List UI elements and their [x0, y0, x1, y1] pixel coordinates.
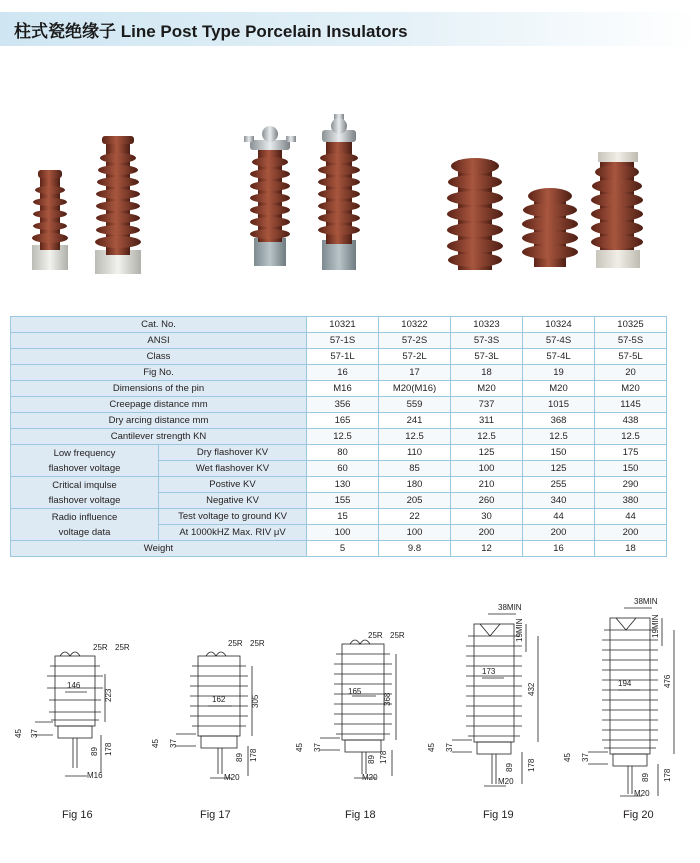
figure-caption: Fig 16: [62, 809, 93, 821]
cell: 165: [307, 413, 379, 429]
technical-drawings: [0, 596, 700, 836]
table-row: [11, 349, 667, 365]
dim-label: 37: [313, 743, 322, 752]
drawing-fig-16: [5, 596, 135, 781]
dim-label: 146: [67, 681, 81, 690]
group-label: [11, 445, 159, 477]
cell: 110: [379, 445, 451, 461]
dim-label: 194: [618, 679, 632, 688]
group-label: [11, 509, 159, 541]
dim-label: M20: [498, 777, 514, 786]
figure-caption: Fig 20: [623, 809, 654, 821]
cell: 100: [379, 525, 451, 541]
cell: 1145: [595, 397, 667, 413]
cell: 290: [595, 477, 667, 493]
cell: M20: [523, 381, 595, 397]
cell: 12.5: [307, 429, 379, 445]
dim-label: 178: [379, 750, 388, 764]
table-row: [11, 477, 667, 493]
cell: 16: [307, 365, 379, 381]
insulator-photo-pair-2: [232, 100, 382, 275]
dim-label: 178: [104, 742, 113, 756]
cell: 44: [595, 509, 667, 525]
cell: 85: [379, 461, 451, 477]
dim-label: 89: [367, 755, 376, 764]
cell: M20: [451, 381, 523, 397]
row-label: Class: [11, 349, 307, 365]
dim-label: 178: [249, 748, 258, 762]
table-row: [11, 509, 667, 525]
row-label: Cantilever strength KN: [11, 429, 307, 445]
dim-label: 37: [445, 743, 454, 752]
row-label: Negative KV: [159, 493, 307, 509]
dim-label: 45: [151, 739, 160, 748]
cell: 20: [595, 365, 667, 381]
cell: 19: [523, 365, 595, 381]
specification-table: [10, 316, 667, 557]
dim-label: 476: [663, 674, 672, 688]
row-label: ANSI: [11, 333, 307, 349]
cell: 100: [451, 461, 523, 477]
dim-label: 178: [663, 768, 672, 782]
row-label: Test voltage to ground KV: [159, 509, 307, 525]
cell: 18: [451, 365, 523, 381]
dim-label: 165: [348, 687, 362, 696]
cell: 57-2S: [379, 333, 451, 349]
table-row: [11, 317, 667, 333]
row-label: Weight: [11, 541, 307, 557]
dim-label: M20: [224, 773, 240, 781]
cell: 180: [379, 477, 451, 493]
cell: 17: [379, 365, 451, 381]
header-band: [0, 12, 700, 46]
group-label-line: flashover voltage: [48, 462, 121, 474]
cell: 340: [523, 493, 595, 509]
cell: 125: [523, 461, 595, 477]
dim-label: 223: [104, 688, 113, 702]
dim-label: 89: [505, 763, 514, 772]
row-label: Dry flashover KV: [159, 445, 307, 461]
table-row: [11, 365, 667, 381]
cell: 12: [451, 541, 523, 557]
dim-label: 25R: [115, 643, 130, 652]
group-label-line: Low frequency: [53, 447, 116, 459]
cell: 368: [523, 413, 595, 429]
cell: 356: [307, 397, 379, 413]
cell: 260: [451, 493, 523, 509]
cell: 1015: [523, 397, 595, 413]
insulator-photo-pair-1: [20, 100, 150, 275]
cell: 9.8: [379, 541, 451, 557]
cell: 380: [595, 493, 667, 509]
cell: 155: [307, 493, 379, 509]
dim-label: 25R: [228, 639, 243, 648]
dim-label: 38MIN: [634, 597, 658, 606]
cell: 12.5: [523, 429, 595, 445]
cell: 5: [307, 541, 379, 557]
dim-label: 45: [563, 753, 572, 762]
group-label: [11, 477, 159, 509]
cell: 241: [379, 413, 451, 429]
cell: 100: [307, 525, 379, 541]
cell: 22: [379, 509, 451, 525]
product-photos: [0, 100, 700, 290]
dim-label: 45: [14, 729, 23, 738]
dim-label: 89: [235, 753, 244, 762]
dim-label: 45: [427, 743, 436, 752]
table-row: [11, 445, 667, 461]
cell: 57-1S: [307, 333, 379, 349]
cell: 200: [451, 525, 523, 541]
cell: 57-5S: [595, 333, 667, 349]
group-label-line: flashover voltage: [48, 494, 121, 506]
table-row: [11, 381, 667, 397]
row-label: Fig No.: [11, 365, 307, 381]
cell: 80: [307, 445, 379, 461]
cell: 130: [307, 477, 379, 493]
dim-label: 25R: [250, 639, 265, 648]
dim-label: 25R: [368, 631, 383, 640]
dim-label: 432: [527, 682, 536, 696]
cell: 10321: [307, 317, 379, 333]
dim-label: 19MIN: [651, 614, 660, 638]
table-row: [11, 413, 667, 429]
dim-label: M20: [362, 773, 378, 781]
table-row: [11, 541, 667, 557]
row-label: At 1000kHZ Max. RIV μV: [159, 525, 307, 541]
group-label-line: Radio influence: [51, 511, 118, 523]
row-label: Postive KV: [159, 477, 307, 493]
row-label: Cat. No.: [11, 317, 307, 333]
group-label-line: voltage data: [58, 526, 111, 538]
row-label: Dimensions of the pin: [11, 381, 307, 397]
cell: 311: [451, 413, 523, 429]
dim-label: 178: [527, 758, 536, 772]
cell: 57-4S: [523, 333, 595, 349]
cell: 57-1L: [307, 349, 379, 365]
dim-label: 37: [30, 729, 39, 738]
insulator-photo-group-3: [440, 100, 650, 275]
cell: 12.5: [451, 429, 523, 445]
cell: 57-5L: [595, 349, 667, 365]
cell: 15: [307, 509, 379, 525]
cell: 255: [523, 477, 595, 493]
table-row: [11, 429, 667, 445]
cell: 57-4L: [523, 349, 595, 365]
cell: 10322: [379, 317, 451, 333]
row-label: Creepage distance mm: [11, 397, 307, 413]
dim-label: 45: [295, 743, 304, 752]
row-label: Wet flashover KV: [159, 461, 307, 477]
drawing-fig-20: [560, 596, 695, 801]
cell: 12.5: [595, 429, 667, 445]
cell: 10323: [451, 317, 523, 333]
group-label-line: Critical imqulse: [52, 479, 117, 491]
drawing-fig-17: [148, 596, 283, 781]
dim-label: M16: [87, 771, 103, 780]
cell: M20: [595, 381, 667, 397]
dim-label: 173: [482, 667, 496, 676]
cell: M16: [307, 381, 379, 397]
drawing-fig-18: [292, 596, 427, 781]
dim-label: 89: [641, 773, 650, 782]
cell: 125: [451, 445, 523, 461]
cell: 200: [595, 525, 667, 541]
table-row: [11, 333, 667, 349]
dim-label: 305: [251, 694, 260, 708]
cell: 44: [523, 509, 595, 525]
figure-caption: Fig 17: [200, 809, 231, 821]
cell: 737: [451, 397, 523, 413]
dim-label: 37: [169, 739, 178, 748]
dim-label: 19MIN: [515, 618, 524, 642]
cell: 210: [451, 477, 523, 493]
cell: 200: [523, 525, 595, 541]
cell: 57-3S: [451, 333, 523, 349]
cell: 18: [595, 541, 667, 557]
drawing-fig-19: [424, 596, 559, 791]
cell: 150: [595, 461, 667, 477]
figure-caption: Fig 19: [483, 809, 514, 821]
cell: M20(M16): [379, 381, 451, 397]
cell: 438: [595, 413, 667, 429]
cell: 12.5: [379, 429, 451, 445]
dim-label: 89: [90, 747, 99, 756]
table-row: [11, 397, 667, 413]
dim-label: 368: [383, 692, 392, 706]
dim-label: 25R: [93, 643, 108, 652]
cell: 205: [379, 493, 451, 509]
dim-label: 162: [212, 695, 226, 704]
dim-label: 38MIN: [498, 603, 522, 612]
cell: 10325: [595, 317, 667, 333]
cell: 30: [451, 509, 523, 525]
cell: 10324: [523, 317, 595, 333]
cell: 16: [523, 541, 595, 557]
dim-label: 37: [581, 753, 590, 762]
cell: 559: [379, 397, 451, 413]
cell: 150: [523, 445, 595, 461]
cell: 57-2L: [379, 349, 451, 365]
cell: 175: [595, 445, 667, 461]
figure-caption: Fig 18: [345, 809, 376, 821]
cell: 57-3L: [451, 349, 523, 365]
row-label: Dry arcing distance mm: [11, 413, 307, 429]
dim-label: M20: [634, 789, 650, 798]
dim-label: 25R: [390, 631, 405, 640]
page-title: 柱式瓷绝缘子 Line Post Type Porcelain Insulators: [14, 21, 408, 41]
cell: 60: [307, 461, 379, 477]
